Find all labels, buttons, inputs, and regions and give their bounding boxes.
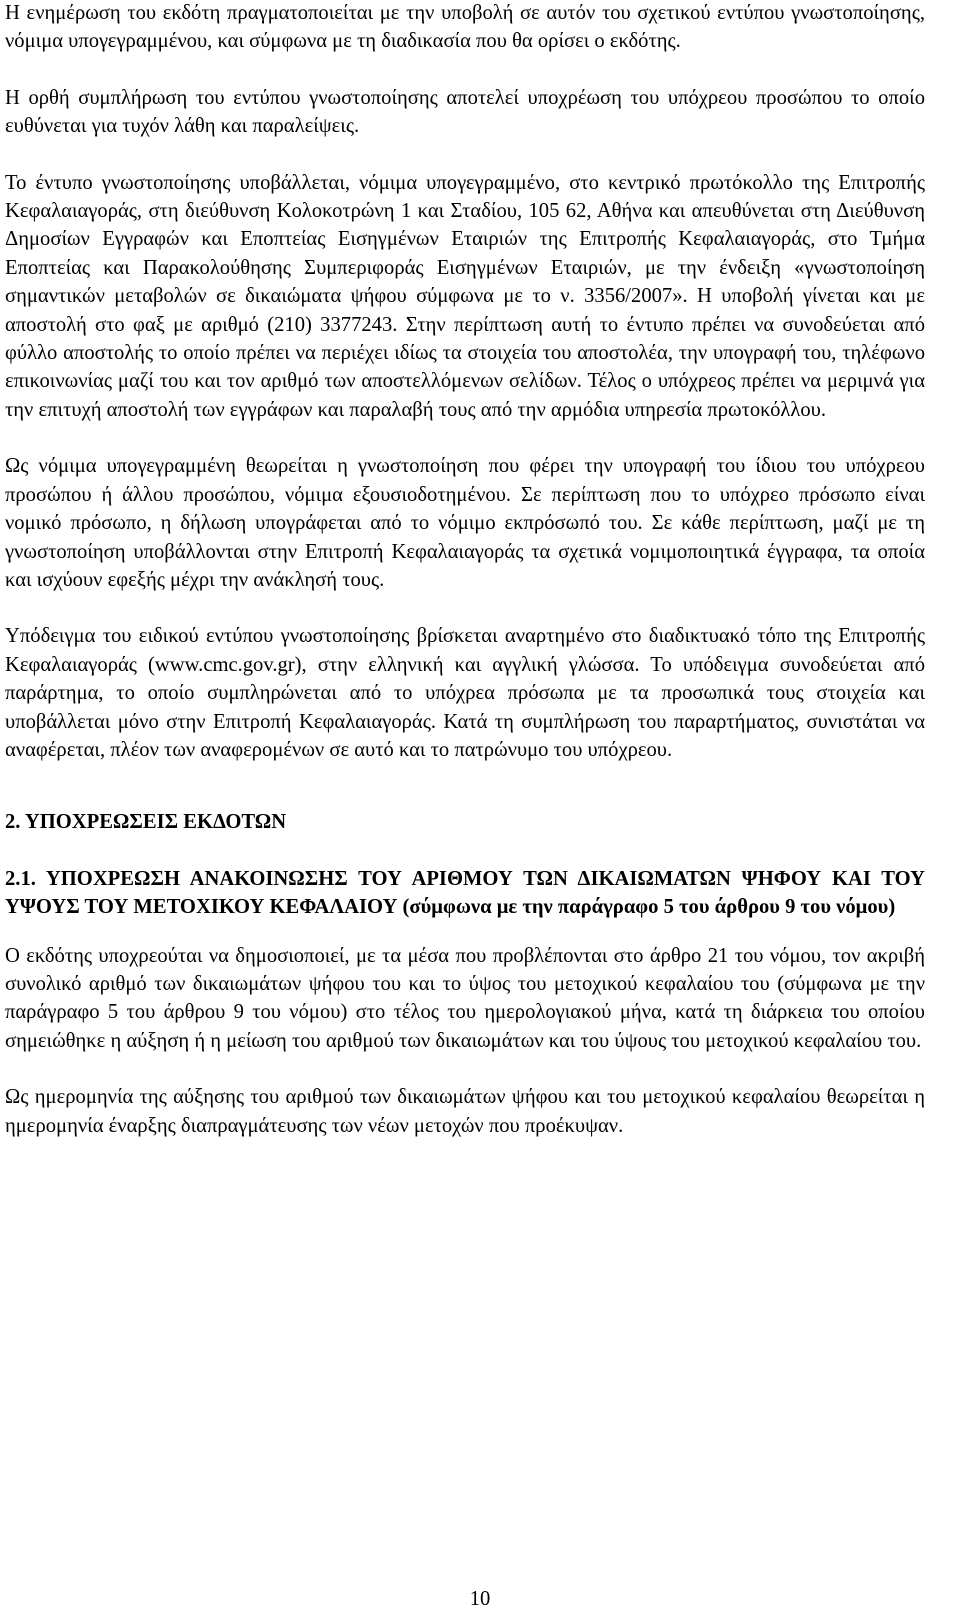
paragraph-legal-signature: Ως νόμιμα υπογεγραμμένη θεωρείται η γνωστοποίηση που φέρει την υπογραφή του ίδιου του υπόχρεου προσώπου ή άλλου προσώπου, νόμιμα εξουσιοδοτημένου. Σε περίπτωση που το υπόχρεο πρόσωπο είναι νομικό πρόσωπο, η δήλωση υπογράφεται από το νόμιμο εκπρόσωπό του. Σε κάθε περίπτωση, μαζί με τη γνωστοποίηση υποβάλλονται στην Επιτροπή Κεφαλαιαγοράς τα σχετικά νομιμοποιητικά έγγραφα, τα οποία και ισχύουν εφεξής μέχρι την ανάκλησή τους. [5,455,925,591]
paragraph-form-template: Υπόδειγμα του ειδικού εντύπου γνωστοποίησης βρίσκεται αναρτημένο στο διαδικτυακό τόπο της Επιτροπής Κεφαλαιαγοράς (www.cmc.gov.gr), στην ελληνική και αγγλική γλώσσα. Το υπόδειγμα συνοδεύεται από παράρτημα, το οποίο συμπληρώνεται από το υπόχρεα πρόσωπα με τα προσωπικά τους στοιχεία και υποβάλλεται μόνο στην Επιτροπή Κεφαλαιαγοράς. Κατά τη συμπλήρωση του παραρτήματος, συνιστάται να αναφέρεται, πλέον των αναφερομένων σε αυτό και το πατρώνυμο του υπόχρεου. [5,625,925,761]
paragraph-issuer-obligation: Ο εκδότης υποχρεούται να δημοσιοποιεί, με τα μέσα που προβλέπονται στο άρθρο 21 του νόμου, τον ακριβή συνολικό αριθμό των δικαιωμάτων ψήφου του και το ύψος του μετοχικού κεφαλαίου του (σύμφωνα με την παράγραφο 5 του άρθρου 9 του νόμου) στο τέλος του ημερολογιακού μήνα, κατά τη διάρκεια του οποίου σημειώθηκε η αύξηση ή η μείωση του αριθμού των δικαιωμάτων και του ύψους του μετοχικού κεφαλαίου του. [5,944,925,1052]
page-number: 10 [469,1588,491,1610]
paragraph-submission-procedure: Το έντυπο γνωστοποίησης υποβάλλεται, νόμιμα υπογεγραμμένο, στο κεντρικό πρωτόκολλο της Επιτροπής Κεφαλαιαγοράς, στη διεύθυνση Κολοκοτρώνη 1 και Σταδίου, 105 62, Αθήνα και απευθύνεται στη Διεύθυνση Δημοσίων Εγγραφών και Εποπτείας Εισηγμένων Εταιριών της Επιτροπής Κεφαλαιαγοράς, στο Τμήμα Εποπτείας και Παρακολούθησης Συμπεριφοράς Εισηγμένων Εταιριών, με την ένδειξη «γνωστοποίηση σημαντικών μεταβολών σε δικαιώματα ψήφου σύμφωνα με το ν. 3356/2007». Η υποβολή γίνεται και με αποστολή στο φαξ με αριθμό (210) 3377243. Στην περίπτωση αυτή το έντυπο πρέπει να συνοδεύεται από φύλλο αποστολής το οποίο πρέπει να περιέχει ιδίως τα στοιχεία του αποστολέα, την υπογραφή του, τηλέφωνο επικοινωνίας μαζί του και τον αριθμό των αποστελλόμενων σελίδων. Τέλος ο υπόχρεος πρέπει να μεριμνά για την επιτυχή αποστολή των εγγράφων και παραλαβή τους από την αρμόδια υπηρεσία πρωτοκόλλου. [5,171,925,421]
paragraph-correct-completion: Η ορθή συμπλήρωση του εντύπου γνωστοποίησης αποτελεί υποχρέωση του υπόχρεου προσώπου το οποίο ευθύνεται για τυχόν λάθη και παραλείψεις. [5,86,925,138]
paragraph-increase-date: Ως ημερομηνία της αύξησης του αριθμού των δικαιωμάτων ψήφου και του μετοχικού κεφαλαίου θεωρείται η ημερομηνία έναρξης διαπραγμάτευσης των νέων μετοχών που προέκυψαν. [5,1086,925,1137]
paragraph-issuer-notification: Η ενημέρωση του εκδότη πραγματοποιείται με την υποβολή σε αυτόν του σχετικού εντύπου γνωστοποίησης, νόμιμα υπογεγραμμένου, και σύμφωνα με τη διαδικασία που θα ορίσει ο εκδότης. [5,2,925,53]
document-body [5,0,925,1168]
section-heading: 2. ΥΠΟΧΡΕΩΣΕΙΣ ΕΚΔΟΤΩΝ [5,811,287,834]
subsection-heading: 2.1. ΥΠΟΧΡΕΩΣΗ ΑΝΑΚΟΙΝΩΣΗΣ ΤΟΥ ΑΡΙΘΜΟΥ ΤΩΝ ΔΙΚΑΙΩΜΑΤΩΝ ΨΗΦΟΥ ΚΑΙ ΤΟΥ ΥΨΟΥΣ ΤΟΥ ΜΕΤΟΧΙΚΟΥ ΚΕΦΑΛΑΙΟΥ (σύμφωνα με την παράγραφο 5 του άρθρου 9 του νόμου) [5,867,925,919]
